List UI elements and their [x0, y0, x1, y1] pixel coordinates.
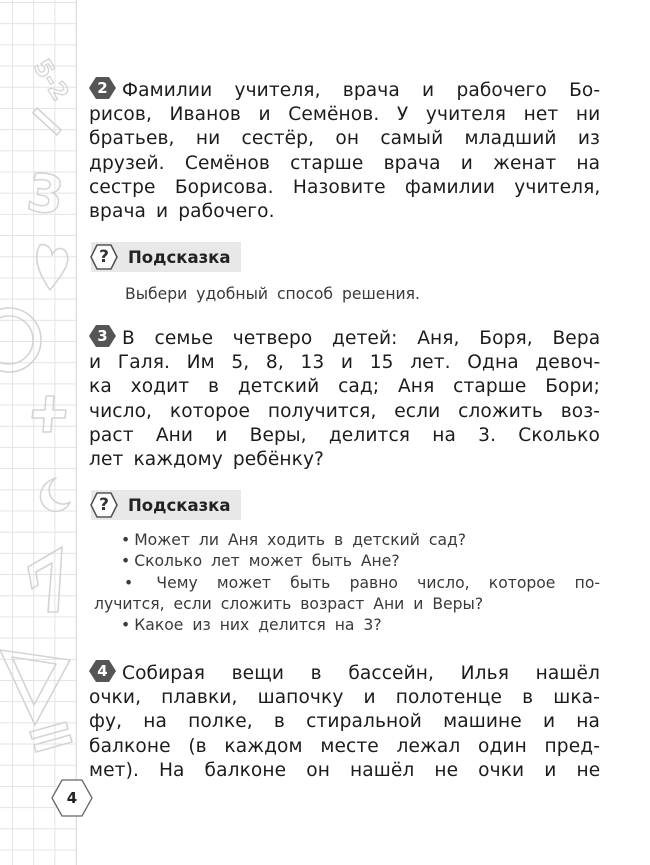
svg-text:3: 3	[23, 162, 68, 228]
margin-doodles-icon	[0, 0, 77, 865]
hint-bar	[91, 242, 241, 272]
page-number	[51, 778, 93, 818]
hint-list-item: • Сколько лет может быть Ане?	[94, 551, 600, 572]
hint-list	[94, 530, 600, 636]
task-line: балконе (в каждом месте лежал один пред-	[89, 735, 601, 757]
bullet-icon: •	[124, 573, 134, 592]
task-line: лет каждому ребёнку?	[89, 449, 325, 471]
task-line: фу, на полке, в стиральной машине и на	[89, 711, 601, 733]
task-line: ка ходит в детский сад; Аня старше Бори;	[89, 376, 600, 398]
task-line: врача и рабочего.	[89, 201, 275, 223]
task-line: друзей. Семёнов старше врача и женат на	[89, 152, 601, 174]
task-line: мет). На балконе он нашёл не очки и не	[89, 759, 601, 781]
task-line: рисов, Иванов и Семёнов. У учителя нет ни	[89, 104, 601, 126]
question-hexagon-icon: ?	[90, 243, 118, 271]
task-4	[89, 660, 600, 783]
hint-list-item-continuation: лучится, если сложить возраст Ани и Веры?	[94, 594, 484, 613]
task-line: очки, плавки, шапочку и полотенце в шка-	[89, 687, 600, 709]
hint-list-item: • Чему может быть равно число, которое по-	[94, 573, 600, 594]
task-line: сестре Борисова. Назовите фамилии учителя,	[89, 176, 601, 198]
question-hexagon-icon: ?	[90, 491, 118, 519]
task-line: 2 Фамилии учителя, врача и рабочего Бо-	[89, 77, 600, 103]
hint-label: Подсказка	[128, 495, 231, 515]
bullet-icon: •	[121, 531, 131, 549]
task-line: 3 В семье четверо детей: Аня, Боря, Вера	[89, 325, 600, 351]
task-line: 4 Собирая вещи в бассейн, Илья нашёл	[89, 660, 600, 686]
hint-label: Подсказка	[128, 247, 231, 267]
task-number-badge: 3	[89, 325, 116, 347]
task-line: число, которое получится, если сложить воз-	[89, 400, 601, 422]
task-line: братьев, ни сестёр, он самый младший из	[89, 128, 600, 150]
task-line: раст Ани и Веры, делится на 3. Сколько	[89, 424, 600, 446]
hint-list-item: • Может ли Аня ходить в детский сад?	[94, 530, 600, 551]
hint-bar	[91, 490, 241, 520]
task-3	[89, 325, 600, 472]
task-line: и Галя. Им 5, 8, 13 и 15 лет. Одна девоч-	[89, 352, 601, 374]
task-number-badge: 4	[89, 660, 116, 682]
hint-text: Выбери удобный способ решения.	[125, 285, 420, 303]
hint-list-item: • Какое из них делится на 3?	[94, 615, 600, 636]
task-number-badge: 2	[89, 77, 116, 99]
page-number-label: 4	[66, 789, 78, 807]
bullet-icon: •	[121, 552, 131, 571]
task-2	[89, 77, 600, 224]
grid-margin	[0, 0, 77, 865]
bullet-icon: •	[121, 616, 131, 635]
svg-text:5-2: 5-2	[27, 54, 75, 106]
